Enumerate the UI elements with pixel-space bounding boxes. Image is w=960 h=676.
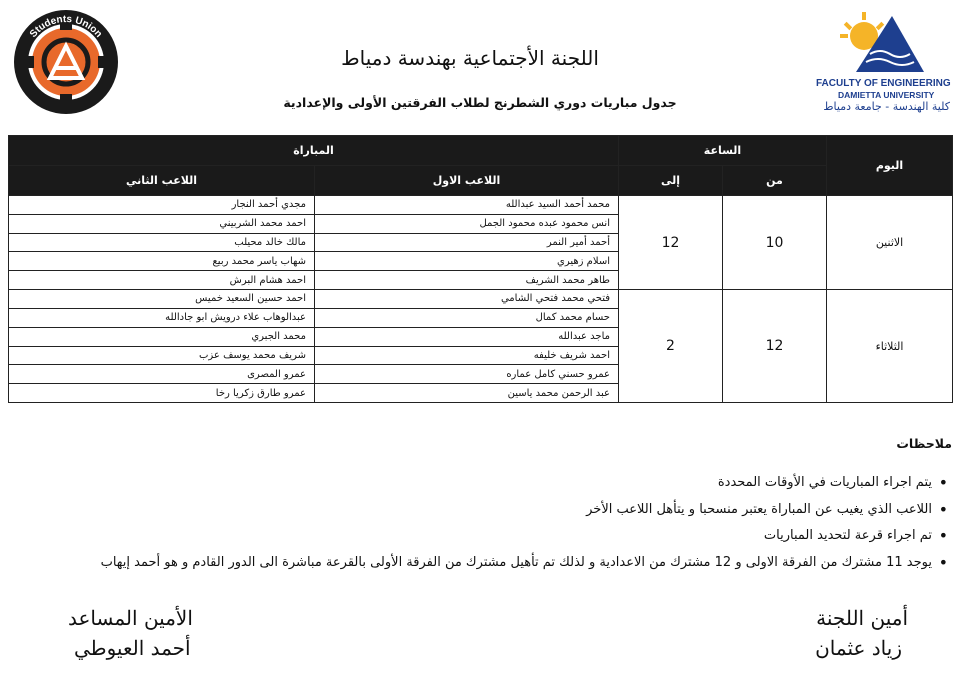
svg-text:Students Union (28, 14, 104, 40)
player2-cell: شهاب ياسر محمد ربيع (9, 252, 315, 271)
header-player2: اللاعب الثاني (9, 166, 315, 196)
player1-cell: أحمد أمير النمر (315, 233, 619, 252)
committee-secretary-name: زياد عثمان (815, 636, 902, 660)
player2-cell: عبدالوهاب علاء درويش ابو جادالله (9, 308, 315, 327)
player1-cell: محمد أحمد السيد عبدالله (315, 196, 619, 215)
player2-cell: احمد حسين السعيد خميس (9, 290, 315, 309)
player2-cell: احمد هشام البرش (9, 271, 315, 290)
committee-title: اللجنة الأجتماعية بهندسة دمياط (341, 46, 599, 70)
students-union-logo (12, 8, 120, 116)
player2-cell: شريف محمد يوسف عزب (9, 346, 315, 365)
player1-cell: احمد شريف خليفه (315, 346, 619, 365)
header-player1: اللاعب الاول (315, 166, 619, 196)
player1-cell: طاهر محمد الشريف (315, 271, 619, 290)
header-from: من (723, 166, 827, 196)
header-to: إلى (619, 166, 723, 196)
table-row (9, 290, 953, 309)
player2-cell: مالك خالد محيلب (9, 233, 315, 252)
player1-cell: اسلام زهيري (315, 252, 619, 271)
player1-cell: عبد الرحمن محمد ياسين (315, 384, 619, 403)
faculty-logo-arabic: كلية الهندسة - جامعة دمياط (823, 100, 950, 113)
header-day: اليوم (827, 136, 953, 196)
to-cell: 2 (619, 290, 723, 403)
note-item: • اللاعب الذي يغيب عن المباراة يعتبر منسحبا و يتأهل اللاعب الأخر (72, 499, 952, 526)
player2-cell: محمد الجبري (9, 327, 315, 346)
player2-cell: احمد محمد الشربيني (9, 214, 315, 233)
faculty-logo-line1: FACULTY OF ENGINEERING (816, 78, 951, 89)
table-row (9, 196, 953, 215)
to-cell: 12 (619, 196, 723, 290)
schedule-table (8, 135, 953, 403)
schedule-subtitle: جدول مباريات دوري الشطرنج لطلاب الفرقتين الأولى والإعدادية (283, 95, 677, 110)
player2-cell: عمرو طارق زكريا رخا (9, 384, 315, 403)
committee-secretary-title: أمين اللجنة (816, 606, 908, 630)
assistant-secretary-name: أحمد العيوطي (74, 636, 191, 660)
player1-cell: انس محمود عبده محمود الجمل (315, 214, 619, 233)
note-item: • يتم اجراء المباريات في الأوقات المحددة (72, 472, 952, 499)
player2-cell: مجدي أحمد النجار (9, 196, 315, 215)
faculty-logo (812, 4, 952, 116)
header-time: الساعة (619, 136, 827, 166)
note-item: • يوجد 11 مشترك من الفرقة الاولى و 12 مشترك من الاعدادية و لذلك تم تأهيل مشترك من الفرقة الأولى بالقرعة مباشرة الى الدور القادم و هو أحمد إيهاب (72, 552, 952, 579)
player2-cell: عمرو المصرى (9, 365, 315, 384)
player1-cell: عمرو حسني كامل عماره (315, 365, 619, 384)
union-logo-text: Students Union (27, 13, 105, 40)
day-cell: الاثنين (827, 196, 953, 290)
player1-cell: فتحي محمد فتحي الشامي (315, 290, 619, 309)
faculty-logo-line2: DAMIETTA UNIVERSITY (838, 90, 935, 100)
notes-title: ملاحظات (896, 436, 952, 451)
day-cell: الثلاثاء (827, 290, 953, 403)
from-cell: 12 (723, 290, 827, 403)
header-match: المباراة (9, 136, 619, 166)
player1-cell: ماجد عبدالله (315, 327, 619, 346)
player1-cell: حسام محمد كمال (315, 308, 619, 327)
from-cell: 10 (723, 196, 827, 290)
note-item: • تم اجراء قرعة لتحديد المباريات (72, 525, 952, 552)
notes-list (72, 472, 952, 578)
assistant-secretary-title: الأمين المساعد (68, 606, 193, 630)
